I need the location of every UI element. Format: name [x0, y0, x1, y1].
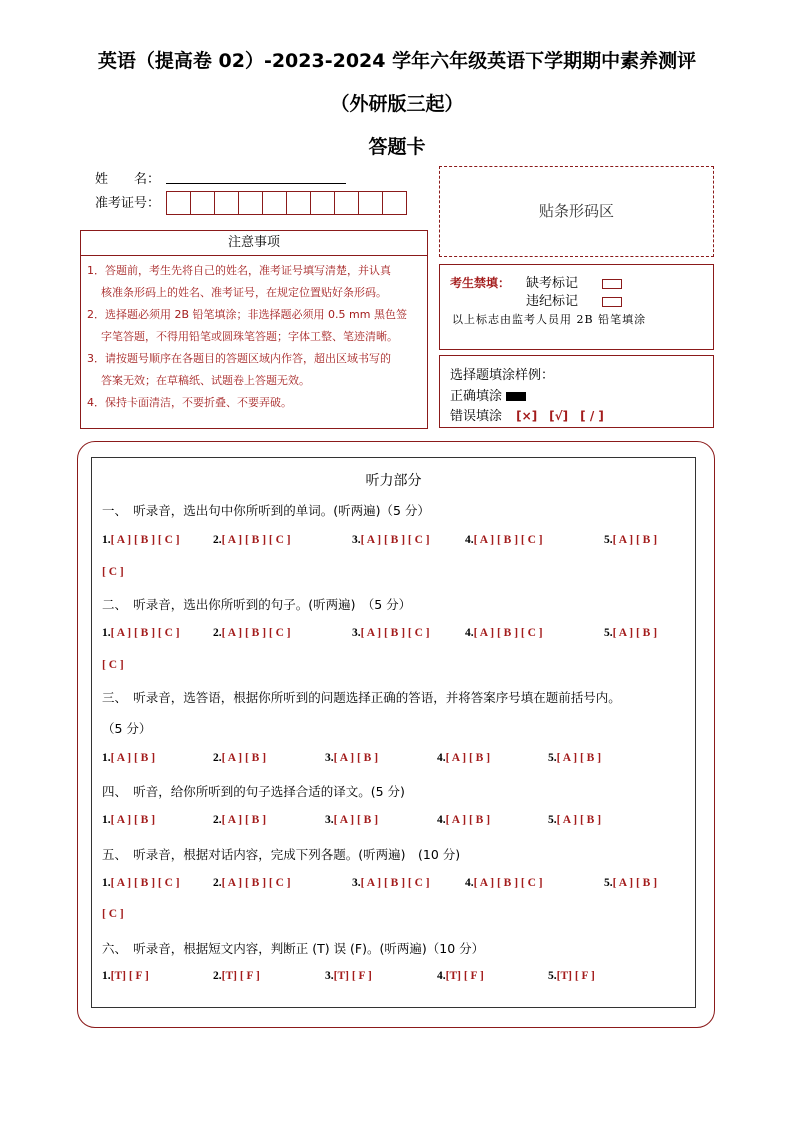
answer-choice-group[interactable] [465, 627, 543, 639]
barcode-area [439, 166, 714, 257]
answer-options[interactable]: [ A ] [ B ] [612, 534, 658, 546]
answer-options[interactable]: [ A ] [ B ] [ C ] [360, 627, 430, 639]
question-number: 2. [213, 814, 222, 826]
answer-choice-group[interactable] [102, 814, 155, 826]
answer-options-wrap[interactable] [102, 659, 124, 671]
answer-choice-group[interactable] [325, 970, 372, 982]
answer-choice-group[interactable] [325, 752, 378, 764]
notice-item [81, 392, 427, 414]
question-number: 4. [465, 877, 474, 889]
answer-options[interactable]: [ A ] [ B ] [ C ] [360, 534, 430, 546]
id-cell[interactable] [286, 191, 311, 215]
answer-choice-group[interactable] [102, 534, 180, 546]
question-number: 5. [604, 534, 613, 546]
answer-options[interactable]: [ A ] [ B ] [612, 877, 658, 889]
id-cell[interactable] [310, 191, 335, 215]
answer-options[interactable]: [ A ] [ B ] [445, 814, 491, 826]
answer-options[interactable]: [ C ] [102, 659, 124, 671]
answer-options[interactable]: [ A ] [ B ] [ C ] [221, 877, 291, 889]
answer-choice-group[interactable] [213, 627, 291, 639]
notice-text: 2．选择题必须用 2B 铅笔填涂；非选择题必须用 0.5 mm 黑色签 [87, 308, 407, 321]
question-number: 4. [437, 970, 446, 982]
id-cell[interactable] [358, 191, 383, 215]
answer-choice-group[interactable] [548, 970, 595, 982]
answer-choice-group[interactable] [548, 814, 601, 826]
answer-options[interactable]: [ A ] [ B ] [221, 752, 267, 764]
answer-options[interactable]: [ A ] [ B ] [333, 752, 379, 764]
answer-choice-group[interactable] [548, 752, 601, 764]
question-number: 3. [325, 970, 334, 982]
answer-choice-group[interactable] [213, 534, 291, 546]
question-number: 2. [213, 877, 222, 889]
question-number: 3. [352, 534, 361, 546]
notice-text: 3．请按题号顺序在各题目的答题区域内作答，超出区域书写的 [87, 352, 391, 365]
id-cell[interactable] [190, 191, 215, 215]
answer-choice-group[interactable] [213, 970, 260, 982]
notice-text: 字笔答题，不得用铅笔或圆珠笔答题；字体工整、笔迹清晰。 [101, 330, 398, 343]
question-number: 1. [102, 752, 111, 764]
section-heading: 一、 听录音，选出句中你所听到的单词。(听两遍)（5 分） [102, 503, 430, 518]
answer-options[interactable]: [ A ] [ B ] [ C ] [473, 534, 543, 546]
answer-choice-group[interactable] [604, 534, 657, 546]
question-number: 4. [437, 752, 446, 764]
notice-title: 注意事项 [81, 231, 427, 256]
answer-choice-group[interactable] [465, 534, 543, 546]
page-title: 英语（提高卷 02）-2023-2024 学年六年级英语下学期期中素养测评 [97, 50, 697, 72]
prohibit-label: 考生禁填： [450, 276, 511, 290]
answer-options[interactable]: [ A ] [ B ] [ C ] [110, 627, 180, 639]
absent-mark-row [526, 272, 622, 291]
question-number: 5. [548, 814, 557, 826]
page-subtitle: （外研版三起） [330, 93, 464, 115]
barcode-label: 贴条形码区 [538, 202, 614, 220]
answer-options[interactable]: [ A ] [ B ] [556, 814, 602, 826]
notice-text: 核准条形码上的姓名、准考证号，在规定位置贴好条形码。 [101, 286, 387, 299]
answer-card-title: 答题卡 [368, 136, 426, 158]
section-heading-points: （5 分） [102, 721, 152, 736]
answer-options[interactable]: [ A ] [ B ] [333, 814, 379, 826]
answer-choice-group[interactable] [213, 752, 266, 764]
answer-choice-group[interactable] [102, 752, 155, 764]
answer-options[interactable]: [ A ] [ B ] [ C ] [473, 627, 543, 639]
answer-choice-group[interactable] [465, 877, 543, 889]
name-field[interactable] [166, 183, 346, 184]
answer-options[interactable]: [T] [ F ] [221, 970, 260, 982]
answer-options[interactable]: [ A ] [ B ] [ C ] [221, 534, 291, 546]
id-number-cells[interactable] [166, 191, 406, 215]
answer-options[interactable]: [ A ] [ B ] [ C ] [110, 877, 180, 889]
id-cell[interactable] [334, 191, 359, 215]
answer-choice-group[interactable] [325, 814, 378, 826]
id-cell[interactable] [382, 191, 407, 215]
notice-item [81, 348, 427, 392]
answer-options-wrap[interactable] [102, 908, 124, 920]
wrong-label: 错误填涂 [450, 409, 503, 424]
answer-options-wrap[interactable] [102, 566, 124, 578]
answer-choice-group[interactable] [102, 627, 180, 639]
section-heading: 三、 听录音，选答语，根据你所听到的问题选择正确的答语，并将答案序号填在题前括号内。 [102, 690, 621, 705]
question-number: 5. [604, 627, 613, 639]
prohibit-note: 以上标志由监考人员用 2B 铅笔填涂 [452, 313, 647, 326]
question-number: 2. [213, 970, 222, 982]
question-number: 3. [352, 627, 361, 639]
notice-text: 答案无效；在草稿纸、试题卷上答题无效。 [101, 374, 310, 387]
listening-title: 听力部分 [365, 473, 422, 489]
answer-choice-group[interactable] [102, 970, 149, 982]
answer-options[interactable]: [ A ] [ B ] [221, 814, 267, 826]
id-cell[interactable] [262, 191, 287, 215]
question-number: 1. [102, 814, 111, 826]
answer-options[interactable]: [T] [ F ] [333, 970, 372, 982]
answer-options[interactable]: [ A ] [ B ] [445, 752, 491, 764]
violation-label: 违纪标记 [526, 294, 579, 309]
answer-options[interactable]: [ A ] [ B ] [556, 752, 602, 764]
fill-sample-box [439, 355, 714, 428]
answer-choice-group[interactable] [604, 627, 657, 639]
question-number: 5. [604, 877, 613, 889]
question-number: 3. [325, 814, 334, 826]
question-number: 4. [437, 814, 446, 826]
notice-text: 4．保持卡面清洁，不要折叠、不要弄破。 [87, 396, 292, 409]
question-number: 5. [548, 752, 557, 764]
filled-mark [506, 392, 526, 401]
answer-options[interactable]: [ C ] [102, 908, 124, 920]
name-label: 姓 名： [95, 172, 161, 187]
question-number: 1. [102, 627, 111, 639]
notice-item [81, 304, 427, 348]
id-cell[interactable] [166, 191, 191, 215]
question-number: 1. [102, 877, 111, 889]
question-number: 4. [465, 534, 474, 546]
correct-sample-row [450, 385, 526, 404]
answer-options[interactable]: [ A ] [ B ] [ C ] [473, 877, 543, 889]
answer-options[interactable]: [T] [ F ] [445, 970, 484, 982]
question-number: 1. [102, 534, 111, 546]
wrong-sample-row [450, 405, 604, 424]
absent-mark-box[interactable] [602, 279, 622, 289]
correct-label: 正确填涂 [450, 389, 503, 404]
prohibit-box [439, 264, 714, 350]
notice-box [80, 230, 428, 429]
answer-choice-group[interactable] [102, 877, 180, 889]
answer-choice-group[interactable] [437, 752, 490, 764]
question-number: 2. [213, 752, 222, 764]
answer-choice-group[interactable] [352, 534, 430, 546]
answer-options[interactable]: [ A ] [ B ] [110, 814, 156, 826]
question-number: 5. [548, 970, 557, 982]
id-cell[interactable] [214, 191, 239, 215]
answer-options[interactable]: [ A ] [ B ] [ C ] [360, 877, 430, 889]
absent-label: 缺考标记 [526, 276, 579, 291]
question-number: 2. [213, 534, 222, 546]
answer-options[interactable]: [ A ] [ B ] [110, 752, 156, 764]
section-heading: 五、 听录音，根据对话内容，完成下列各题。(听两遍) (10 分) [102, 847, 461, 862]
section-heading: 四、 听音，给你所听到的句子选择合适的译文。(5 分) [102, 784, 405, 799]
section-heading: 六、 听录音，根据短文内容，判断正 (T) 误 (F)。(听两遍)（10 分） [102, 941, 485, 956]
answer-options[interactable]: [T] [ F ] [556, 970, 595, 982]
question-number: 3. [352, 877, 361, 889]
question-number: 4. [465, 627, 474, 639]
answer-choice-group[interactable] [213, 877, 291, 889]
question-number: 3. [325, 752, 334, 764]
question-number: 2. [213, 627, 222, 639]
id-cell[interactable] [238, 191, 263, 215]
answer-options[interactable]: [ A ] [ B ] [612, 627, 658, 639]
answer-choice-group[interactable] [604, 877, 657, 889]
notice-item [81, 260, 427, 304]
section-heading: 二、 听录音，选出你所听到的句子。(听两遍) （5 分） [102, 597, 412, 612]
answer-choice-group[interactable] [213, 814, 266, 826]
id-label: 准考证号： [95, 196, 161, 211]
answer-choice-group[interactable] [437, 814, 490, 826]
answer-options[interactable]: [T] [ F ] [110, 970, 149, 982]
violation-mark-box[interactable] [602, 297, 622, 307]
question-number: 1. [102, 970, 111, 982]
answer-choice-group[interactable] [437, 970, 484, 982]
answer-choice-group[interactable] [352, 877, 430, 889]
notice-text: 1．答题前，考生先将自己的姓名，准考证号填写清楚，并认真 [87, 264, 391, 277]
sample-title: 选择题填涂样例： [450, 368, 555, 383]
answer-options[interactable]: [ C ] [102, 566, 124, 578]
answer-options[interactable]: [ A ] [ B ] [ C ] [110, 534, 180, 546]
answer-choice-group[interactable] [352, 627, 430, 639]
answer-options[interactable]: [ A ] [ B ] [ C ] [221, 627, 291, 639]
violation-mark-row [526, 290, 622, 309]
wrong-marks: [×] [√] [ / ] [516, 409, 604, 423]
